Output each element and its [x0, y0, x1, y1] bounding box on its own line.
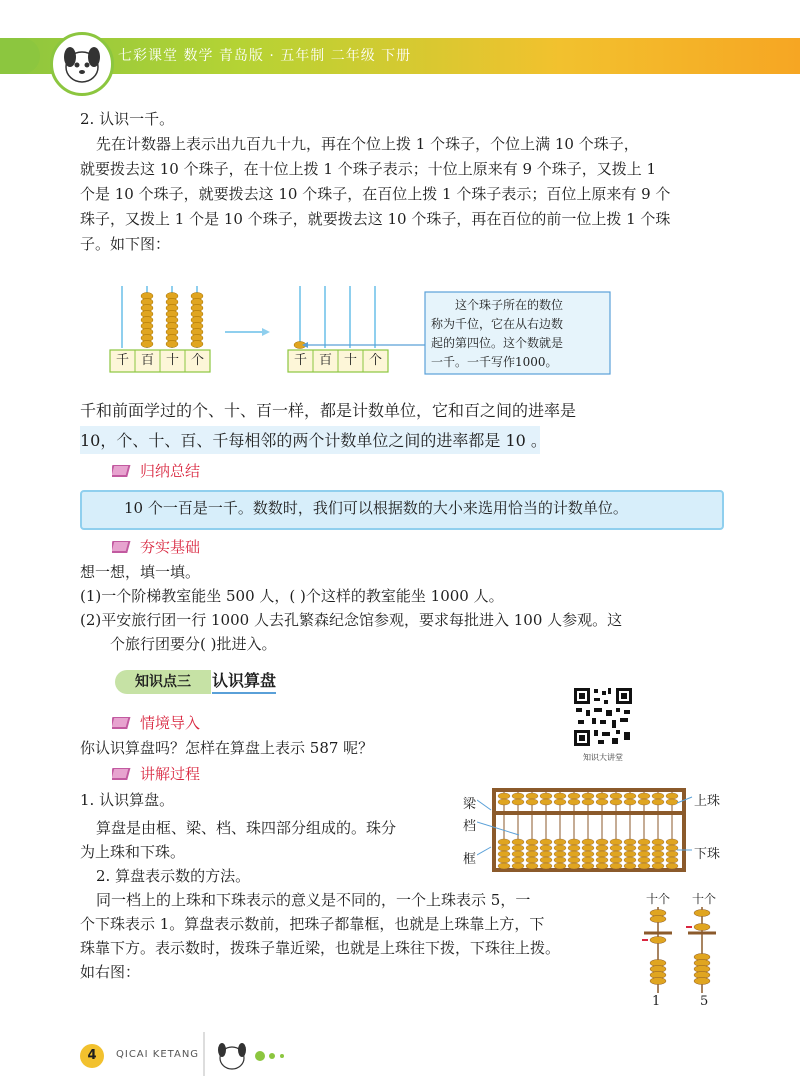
foundation-intro: 想一想，填一填。	[80, 563, 201, 581]
footer-mascot-icon	[200, 1030, 300, 1080]
right-label-bai: 百	[318, 353, 332, 368]
situation-heading-text: 情境导入	[140, 714, 201, 732]
part2-line-5: 子。如下图：	[80, 235, 171, 253]
summary-heading	[112, 460, 200, 481]
abacus-pointer-lines	[477, 795, 707, 865]
counter-note	[431, 296, 607, 372]
note-line: 一千。一千写作1000。	[431, 355, 558, 369]
label-liang: 梁	[463, 797, 477, 812]
header-title: 七彩课堂 数学 青岛版 · 五年制 二年级 下册	[118, 48, 412, 64]
label-kuang: 框	[463, 852, 477, 867]
book-icon	[112, 539, 134, 554]
left-label-ge: 个	[190, 353, 204, 368]
foundation-q2-line-2: 个旅行团要分( )批进入。	[110, 635, 277, 653]
part2-heading: 2. 认识一千。	[80, 110, 175, 128]
unit-para-line-2: 10，个、十、百、千每相邻的两个计数单位之间的进率都是 10 。	[80, 431, 547, 450]
knowledge-point-title: 认识算盘	[212, 670, 276, 694]
foundation-heading	[112, 536, 200, 557]
explain-heading	[112, 763, 200, 784]
explain-step-2: 2. 算盘表示数的方法。	[96, 867, 251, 885]
left-label-bai: 百	[140, 353, 154, 368]
qr-code-icon[interactable]	[572, 686, 634, 748]
explain-step-2-line-2: 个下珠表示 1。算盘表示数前，把珠子都靠框，也就是上珠靠上方，下	[80, 915, 545, 933]
mini-left-top: 十个	[646, 892, 671, 906]
explain-step-2-line-4: 如右图：	[80, 963, 141, 981]
part2-line-4: 珠子，又拨上 1 个是 10 个珠子，就要拨去这 10 个珠子，再在百位的前一位上拨 1 个珠	[80, 210, 671, 228]
explain-step-1-line-b: 为上珠和下珠。	[80, 843, 186, 861]
mini-right-value: 5	[700, 994, 709, 1009]
explain-step-1-line-a: 算盘是由框、梁、档、珠四部分组成的。珠分	[96, 819, 397, 837]
book-icon	[112, 766, 134, 781]
part2-line-1: 先在计数器上表示出九百九十九，再在个位上拨 1 个珠子，个位上满 10 个珠子，	[96, 135, 639, 153]
summary-heading-text: 归纳总结	[140, 462, 201, 480]
left-counter	[122, 286, 197, 348]
right-label-shi: 十	[343, 353, 357, 368]
right-counter	[300, 286, 375, 348]
unit-para-line-1: 千和前面学过的个、十、百一样，都是计数单位，它和百之间的进率是	[80, 401, 577, 420]
explain-step-1: 1. 认识算盘。	[80, 791, 175, 809]
note-line: 起的第四位。这个数就是	[431, 336, 564, 350]
right-label-ge: 个	[368, 353, 382, 368]
footer-brand: QICAI KETANG	[116, 1049, 200, 1060]
header-left-tab	[0, 38, 40, 74]
mini-right-top: 十个	[692, 892, 717, 906]
book-icon	[112, 463, 134, 478]
note-line: 这个珠子所在的数位	[455, 298, 564, 312]
mascot-logo	[50, 32, 114, 96]
label-upper-bead: 上珠	[694, 794, 721, 809]
qr-caption: 知识大讲堂	[583, 753, 623, 762]
knowledge-point-tag: 知识点三	[115, 670, 211, 694]
foundation-heading-text: 夯实基础	[140, 538, 201, 556]
explain-step-2-line-1: 同一档上的上珠和下珠表示的意义是不同的，一个上珠表示 5，一	[96, 891, 531, 909]
explain-heading-text: 讲解过程	[140, 765, 201, 783]
page-number: 4	[80, 1044, 104, 1068]
mini-left-value: 1	[652, 994, 661, 1009]
mini-abacus-figure	[640, 905, 730, 995]
situation-text: 你认识算盘吗？怎样在算盘上表示 587 呢？	[80, 739, 374, 757]
foundation-q1: (1)一个阶梯教室能坐 500 人，( )个这样的教室能坐 1000 人。	[80, 587, 504, 605]
situation-heading	[112, 712, 200, 733]
right-label-qian: 千	[293, 353, 307, 368]
label-dang: 档	[463, 819, 477, 834]
left-label-shi: 十	[165, 353, 179, 368]
summary-text: 10 个一百是一千。数数时，我们可以根据数的大小来选用恰当的计数单位。	[124, 499, 628, 517]
note-line: 称为千位，它在从右边数	[431, 317, 564, 331]
part2-line-2: 就要拨去这 10 个珠子，在十位上拨 1 个珠子表示；十位上原来有 9 个珠子，又拨上 1	[80, 160, 657, 178]
book-icon	[112, 715, 134, 730]
label-lower-bead: 下珠	[694, 847, 721, 862]
part2-line-3: 个是 10 个珠子，就要拨去这 10 个珠子，在百位上拨 1 个珠子表示；百位上原来有 9 个	[80, 185, 671, 203]
foundation-q2-line-1: (2)平安旅行团一行 1000 人去孔繁森纪念馆参观，要求每批进入 100 人参观。这	[80, 611, 623, 629]
left-label-qian: 千	[115, 353, 129, 368]
explain-step-2-line-3: 珠靠下方。表示数时，拨珠子靠近梁，也就是上珠往下拨，下珠往上拨。	[80, 939, 561, 957]
